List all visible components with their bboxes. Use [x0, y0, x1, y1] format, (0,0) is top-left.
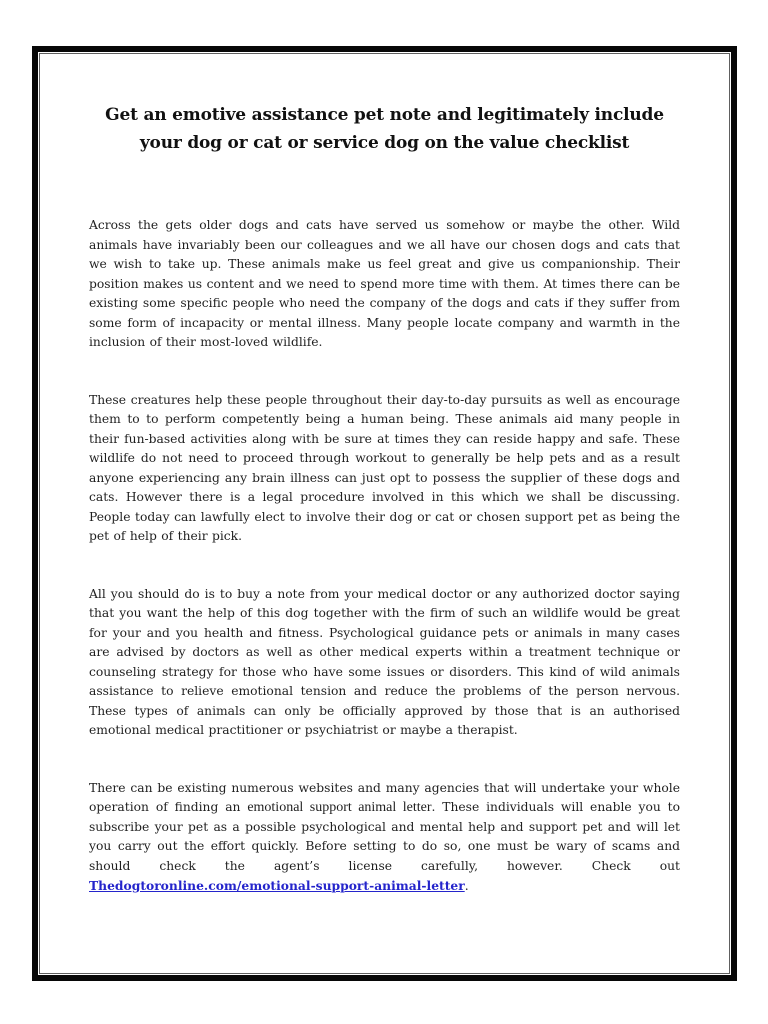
- page-border-inner-line: [39, 53, 730, 974]
- paragraph-4-middle: . These individuals will enable you to subscribe your pet as a possible psychological and mental help and support pet and will let you carry out the effort quickly. Before setting to do so, one must be wary of scams and should check the agent’s license carefully, however. Check out: [89, 800, 680, 873]
- title-line-1: Get an emotive assistance pet note and legitimately include: [105, 105, 664, 125]
- paragraph-4: [89, 779, 680, 897]
- paragraph-2: These creatures help these people throughout their day-to-day pursuits as well as encourage them to to perform competently being a human being. These animals aid many people in their fun-based activities along with be sure at times they can reside happy and safe. These wildlife do not need to proceed through workout to generally be help pets and as a result anyone experiencing any brain illness can just opt to possess the supplier of these dogs and cats. However there is a legal procedure involved in this which we shall be discussing. People today can lawfully elect to involve their dog or cat or chosen support pet as being the pet of help of their pick.: [89, 392, 680, 543]
- paragraph-4-outro: .: [464, 879, 469, 893]
- paragraph-4-intro: There can be existing numerous websites and many agencies that will undertake your whole operation of finding an: [89, 780, 680, 814]
- highlight-phrase-emotional-support-animal-letter: emotional support animal letter: [247, 800, 432, 815]
- title-line-2: your dog or cat or service dog on the value checklist: [139, 133, 630, 153]
- paragraph-1: Across the gets older dogs and cats have served us somehow or maybe the other. Wild animals have invariably been our colleagues and we all have our chosen dogs and cats that we wish to take up. These animals make us feel great and give us companionship. Their position makes us content and we need to spend more time with them. At times there can be existing some specific people who need the company of the dogs and cats if they suffer from some form of incapacity or mental illness. Many people locate company and warmth in the inclusion of their most-loved wildlife.: [89, 218, 680, 349]
- page-content: [40, 54, 729, 897]
- page-title: [89, 101, 680, 157]
- emotional-support-animal-letter-link[interactable]: Thedogtoronline.com/emotional-support-animal-letter: [89, 878, 465, 893]
- page-border-frame: [32, 46, 737, 981]
- paragraph-3: All you should do is to buy a note from your medical doctor or any authorized doctor saying that you want the help of this dog together with the firm of such an wildlife would be great for your and you health and fitness. Psychological guidance pets or animals in many cases are advised by doctors as well as other medical experts within a treatment technique or counseling strategy for those who have some issues or disorders. This kind of wild animals assistance to relieve emotional tension and reduce the problems of the person nervous. These types of animals can only be officially approved by those that is an authorised emotional medical practitioner or psychiatrist or maybe a therapist.: [89, 586, 680, 737]
